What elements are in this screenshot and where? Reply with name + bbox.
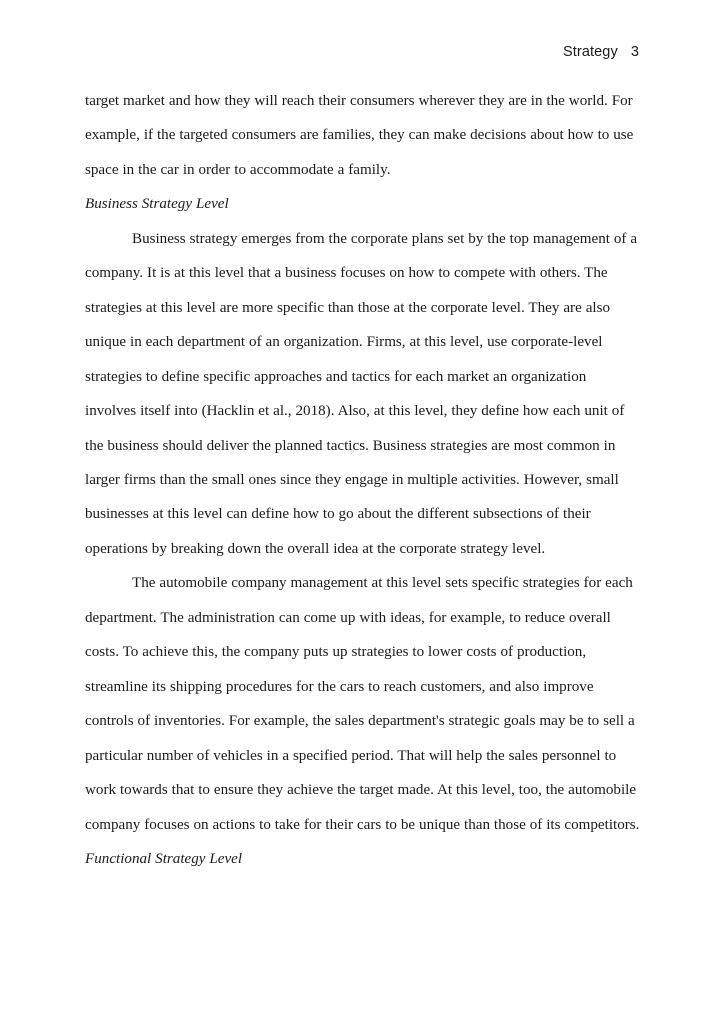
body-paragraph-continued: target market and how they will reach their consumers wherever they are in the world. For example, if the targeted consumers are families, they can make decisions about how to use space in the car in order to accommodate a family. [85, 93, 634, 178]
body-paragraph-business-strategy: Business strategy emerges from the corporate plans set by the top management of a company. It is at this level that a business focuses on how to compete with others. The strategies at this level are more specific than those at the corporate level. They are also unique in each department of an organization. Firms, at this level, use corporate-level strategies to define specific approaches and tactics for each market an organization involves itself into (Hacklin et al., 2018). Also, at this level, they define how each unit of the business should deliver the planned tactics. Business strategies are most common in larger firms than the small ones since they engage in multiple activities. However, small businesses at this level can define how to go about the different subsections of their operations by breaking down the overall idea at the corporate strategy level. [85, 230, 638, 557]
document-body [85, 84, 641, 876]
body-paragraph-automobile-company: The automobile company management at this level sets specific strategies for each department. The administration can come up with ideas, for example, to reduce overall costs. To achieve this, the company puts up strategies to lower costs of production, streamline its shipping procedures for the cars to reach customers, and also improve controls of inventories. For example, the sales department's strategic goals may be to sell a particular number of vehicles in a specified period. That will help the sales personnel to work towards that to ensure they achieve the target made. At this level, too, the automobile company focuses on actions to take for their cars to be unique than those of its competitors. [85, 575, 640, 833]
section-heading-business-strategy-level: Business Strategy Level [85, 196, 229, 213]
section-heading-functional-strategy-level: Functional Strategy Level [85, 850, 243, 867]
header-document-title: Strategy [563, 44, 618, 60]
running-header [85, 42, 639, 62]
header-page-number: 3 [630, 44, 639, 60]
